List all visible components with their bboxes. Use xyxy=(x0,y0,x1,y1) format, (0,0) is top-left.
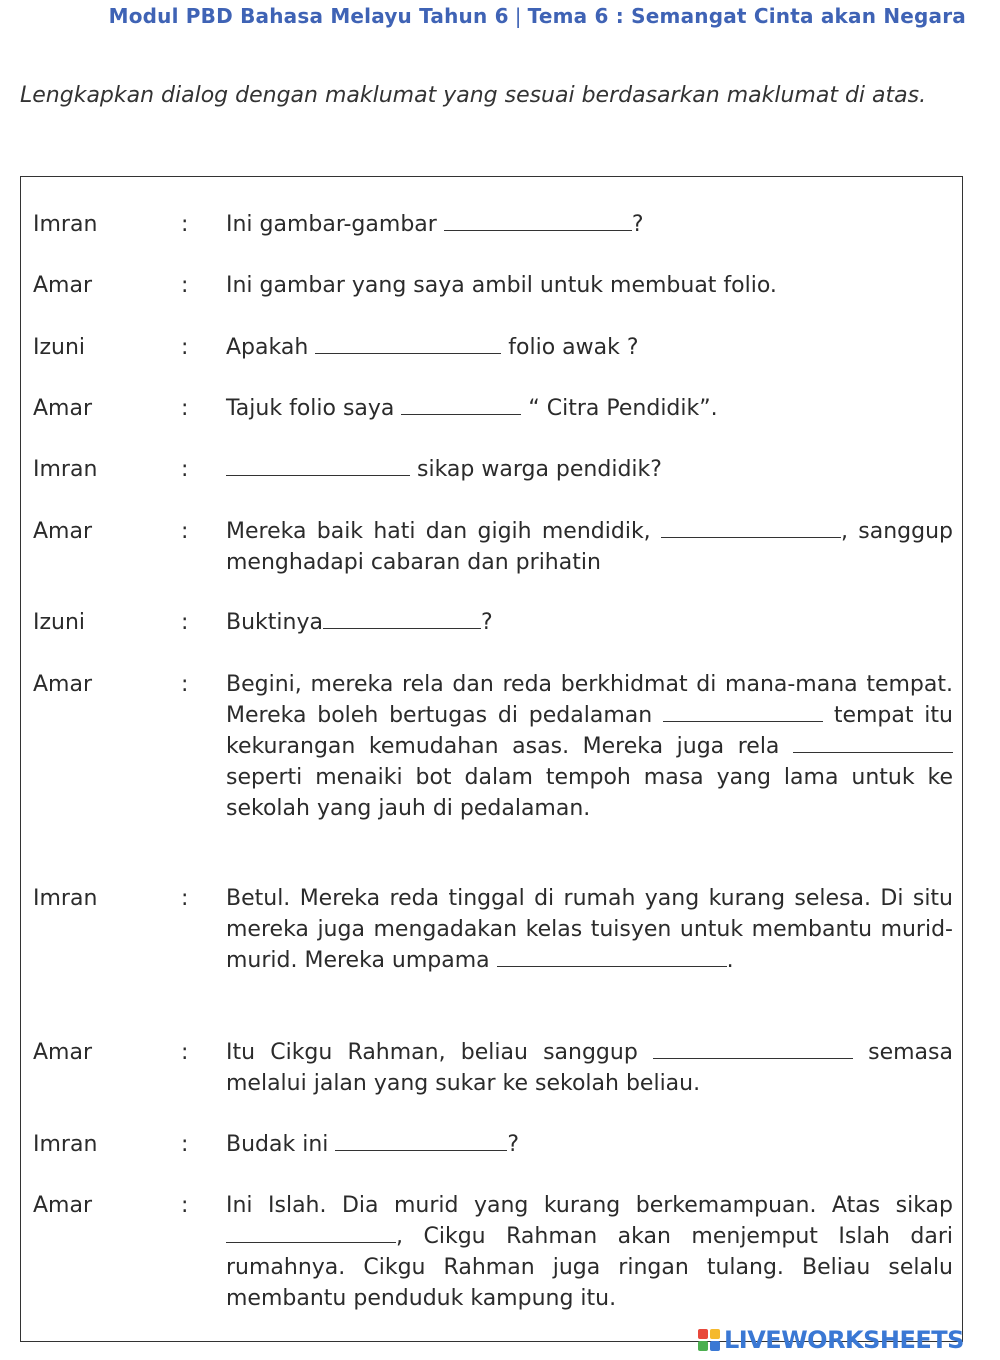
dialog-text xyxy=(226,454,953,485)
liveworksheets-logo[interactable] xyxy=(698,1326,964,1354)
module-title: Modul PBD Bahasa Melayu Tahun 6 xyxy=(108,4,509,28)
speaker-name: Amar xyxy=(33,1040,93,1065)
colon: : xyxy=(181,335,189,360)
header-separator: | xyxy=(514,4,522,28)
text-segment: . xyxy=(726,948,734,973)
text-segment: ? xyxy=(631,212,644,237)
logo-square-green xyxy=(698,1341,708,1351)
dialog-text xyxy=(226,1129,953,1160)
speaker-name: Imran xyxy=(33,212,98,237)
dialog-text xyxy=(226,209,953,240)
answer-blank[interactable] xyxy=(444,210,632,231)
dialog-text xyxy=(226,883,953,976)
dialog-box xyxy=(20,176,963,1342)
speaker-name: Imran xyxy=(33,1132,98,1157)
dialog-text xyxy=(226,1190,953,1314)
speaker-name: Imran xyxy=(33,457,98,482)
text-segment: Apakah xyxy=(226,335,316,360)
dialog-text xyxy=(226,393,953,424)
dialog-text xyxy=(226,1037,953,1099)
speaker-name: Amar xyxy=(33,1193,93,1218)
answer-blank[interactable] xyxy=(335,1130,507,1151)
speaker-name: Izuni xyxy=(33,335,86,360)
text-segment: ? xyxy=(480,610,493,635)
text-segment: Ini Islah. Dia murid yang kurang berkemampuan. Atas sikap xyxy=(226,1193,953,1218)
text-segment: Betul. Mereka reda tinggal di rumah yang kurang selesa. Di situ mereka juga mengadakan kelas tuisyen untuk membantu murid-murid. Mereka umpama xyxy=(226,886,953,973)
text-segment: Ini gambar yang saya ambil untuk membuat folio. xyxy=(226,273,777,298)
module-header xyxy=(109,4,966,28)
text-segment: , sanggup menghadapi cabaran dan prihatin xyxy=(226,519,953,575)
text-segment: ? xyxy=(507,1132,520,1157)
answer-blank[interactable] xyxy=(401,394,521,415)
colon: : xyxy=(181,886,189,911)
text-segment: “ Citra Pendidik”. xyxy=(521,396,718,421)
colon: : xyxy=(181,457,189,482)
colon: : xyxy=(181,1193,189,1218)
speaker-name: Izuni xyxy=(33,610,86,635)
dialog-text xyxy=(226,607,953,638)
colon: : xyxy=(181,519,189,544)
answer-blank[interactable] xyxy=(653,1038,853,1059)
speaker-name: Amar xyxy=(33,273,93,298)
answer-blank[interactable] xyxy=(226,455,410,476)
speaker-name: Amar xyxy=(33,672,93,697)
dialog-text xyxy=(226,669,953,824)
answer-blank[interactable] xyxy=(315,333,501,354)
logo-square-red xyxy=(698,1329,708,1339)
dialog-text xyxy=(226,270,953,301)
colon: : xyxy=(181,1132,189,1157)
text-segment: Mereka baik hati dan gigih mendidik, xyxy=(226,519,661,544)
brand-name: LIVEWORKSHEETS xyxy=(724,1326,964,1354)
colon: : xyxy=(181,1040,189,1065)
dialog-text xyxy=(226,332,953,363)
text-segment: Budak ini xyxy=(226,1132,336,1157)
logo-square-blue xyxy=(710,1341,720,1351)
text-segment: sikap warga pendidik? xyxy=(410,457,662,482)
text-segment: Ini gambar-gambar xyxy=(226,212,444,237)
answer-blank[interactable] xyxy=(497,946,727,967)
text-segment: semasa melalui jalan yang sukar ke sekolah beliau. xyxy=(226,1040,953,1096)
text-segment: Tajuk folio saya xyxy=(226,396,402,421)
instruction-text: Lengkapkan dialog dengan maklumat yang sesuai berdasarkan maklumat di atas. xyxy=(20,83,927,108)
text-segment: Begini, mereka rela dan reda berkhidmat di mana-mana tempat. Mereka boleh bertugas di pedalaman xyxy=(226,672,953,728)
text-segment: Buktinya xyxy=(226,610,323,635)
colon: : xyxy=(181,610,189,635)
text-segment: folio awak ? xyxy=(501,335,639,360)
colon: : xyxy=(181,672,189,697)
text-segment: seperti menaiki bot dalam tempoh masa yang lama untuk ke sekolah yang jauh di pedalaman. xyxy=(226,765,953,821)
answer-blank[interactable] xyxy=(793,732,953,753)
text-segment: tempat itu kekurangan kemudahan asas. Mereka juga rela xyxy=(226,703,953,759)
colon: : xyxy=(181,396,189,421)
answer-blank[interactable] xyxy=(663,701,823,722)
speaker-name: Amar xyxy=(33,519,93,544)
answer-blank[interactable] xyxy=(226,1222,396,1243)
answer-blank[interactable] xyxy=(661,517,841,538)
dialog-text xyxy=(226,516,953,578)
colon: : xyxy=(181,212,189,237)
text-segment: Itu Cikgu Rahman, beliau sanggup xyxy=(226,1040,653,1065)
colon: : xyxy=(181,273,189,298)
text-segment: , Cikgu Rahman akan menjemput Islah dari rumahnya. Cikgu Rahman juga ringan tulang. Beliau selalu membantu penduduk kampung itu. xyxy=(226,1224,953,1311)
theme-title: Tema 6 : Semangat Cinta akan Negara xyxy=(527,4,966,28)
logo-square-yellow xyxy=(710,1329,720,1339)
liveworksheets-icon xyxy=(698,1329,720,1351)
speaker-name: Imran xyxy=(33,886,98,911)
answer-blank[interactable] xyxy=(323,608,481,629)
speaker-name: Amar xyxy=(33,396,93,421)
